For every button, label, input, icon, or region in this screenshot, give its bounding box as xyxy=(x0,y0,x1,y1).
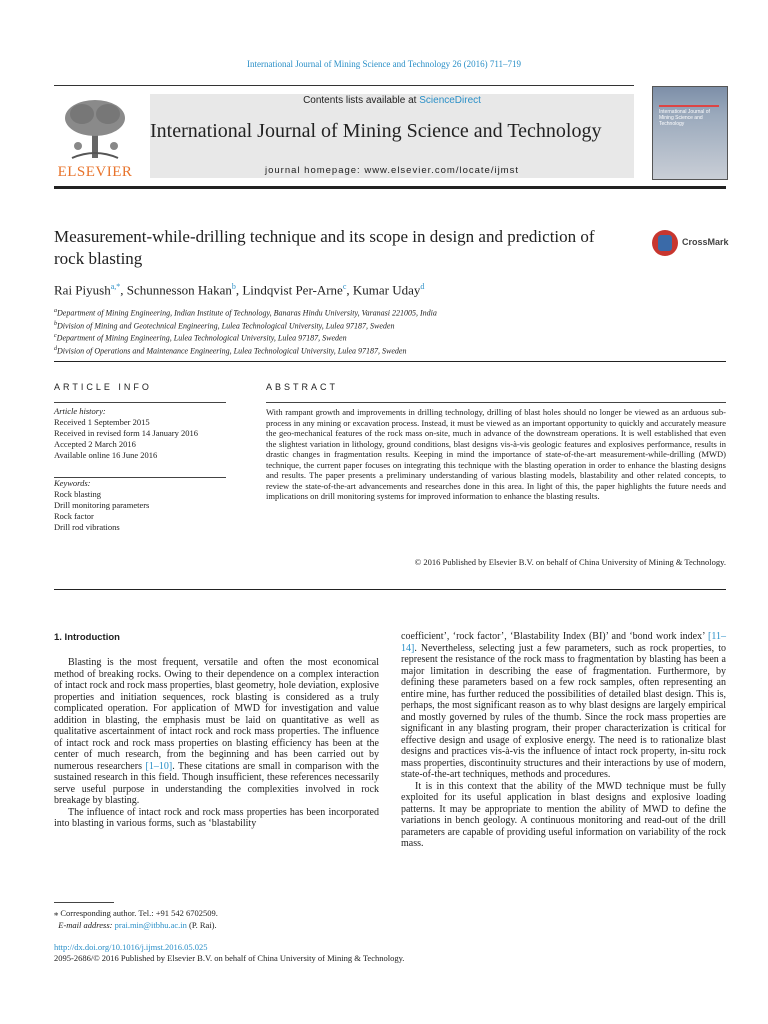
abstract-heading: ABSTRACT xyxy=(266,382,339,392)
history-item: Accepted 2 March 2016 xyxy=(54,439,136,449)
body-paragraph xyxy=(401,631,726,781)
email-link[interactable]: prai.min@itbhu.ac.in xyxy=(114,920,187,930)
crossmark-icon xyxy=(652,230,678,256)
author-name: Schunnesson Hakan xyxy=(126,282,232,298)
section-heading: 1. Introduction xyxy=(54,632,120,643)
doi-link[interactable]: http://dx.doi.org/10.1016/j.ijmst.2016.05.025 xyxy=(54,942,208,952)
abstract-copyright: © 2016 Published by Elsevier B.V. on behalf of China University of Mining & Technology. xyxy=(414,557,726,567)
contents-line xyxy=(150,95,634,106)
affiliation-item xyxy=(54,344,437,357)
keywords-label: Keywords: xyxy=(54,478,91,488)
crossmark-bookmark xyxy=(658,235,672,251)
author-name: Lindqvist Per-Arne xyxy=(242,282,343,298)
corresponding-author: ⁎ Corresponding author. Tel.: +91 542 6702509. xyxy=(54,908,218,918)
email-label: E-mail address: xyxy=(58,920,115,930)
keyword-item: Drill monitoring parameters xyxy=(54,500,150,510)
affiliation-marker: b xyxy=(54,320,57,327)
journal-reference[interactable]: International Journal of Mining Science and Technology 26 (2016) 711–719 xyxy=(246,59,522,69)
paragraph-text: Blasting is the most frequent, versatile and often the most economical method of breaking rocks. Owing to their dependence on a complex interaction of intact rock and rock mass properties, blast geometry, hole deviation, explosive properties and initiation sequences, rock blasting is considered as a truly complicated operation. For application of MWD for investigation and value addition in blasting, the emphasis must be laid on quantitative as well as qualitative ascertainment of intact rock and rock mass properties. The influence of intact rock and rock mass properties on blasting efficiency has been at the center of much research, from the beginning and has been carried out by numerous researchers xyxy=(54,657,379,772)
history-item: Received 1 September 2015 xyxy=(54,417,150,427)
body-column-left xyxy=(54,657,379,830)
affiliation-item xyxy=(54,331,437,344)
affiliation-text: Division of Mining and Geotechnical Engineering, Lulea Technological University, Lulea 97187, Sweden xyxy=(57,321,395,331)
affiliation-text: Department of Mining Engineering, Indian Institute of Technology, Banaras Hindu University, Varanasi 221005, India xyxy=(57,308,437,318)
journal-cover-thumbnail xyxy=(652,86,728,180)
paragraph-text: coefficient’, ‘rock factor’, ‘Blastability Index (BI)’ and ‘bond work index’ xyxy=(401,631,709,642)
affiliation-marker: c xyxy=(54,333,57,340)
body-column-right xyxy=(401,631,726,850)
history-item: Available online 16 June 2016 xyxy=(54,450,158,460)
paragraph-text: . These citations are small in comparison with the sustained research in this field. Though insufficient, these references necessarily serve useful purpose in understanding the complexities involved in rock breakage by blasting. xyxy=(54,760,379,806)
contents-prefix: Contents lists available at xyxy=(303,95,420,106)
elsevier-logo xyxy=(54,94,136,184)
elsevier-tree-icon xyxy=(62,96,128,162)
keywords xyxy=(54,478,149,533)
history-item: Received in revised form 14 January 2016 xyxy=(54,428,198,438)
body-paragraph xyxy=(54,657,379,807)
elsevier-wordmark: ELSEVIER xyxy=(57,164,133,180)
crossmark-label: CrossMark xyxy=(682,237,729,247)
author-list xyxy=(54,282,424,298)
abstract-text: With rampant growth and improvements in drilling technology, drilling of blast holes should no longer be viewed as an arduous sub-process in any mining or excavation process. Instead, it must be viewed as an important opportunity to quickly and accurately measure the geo-mechanical features of the rock mass on-site, much in advance of the downstream operations. It is well established that even the slightest variation in lithology, ground conditions, blast designs vis-à-vis geologic features and explosives performance, results in drastic changes in fragmentation results. Keeping in mind the importance of state-of-the-art measurement-while-drilling (MWD) technique, the current paper focuses on integrating this technique with the blasting operation in order to enhance the blasting designs and results. The paper presents a preliminary understanding of various blasting models, blastability and other related concepts, to review the state-of-the-art advancements and researches done in this area. In light of this, the paper highlights the future needs and implications on drill monitoring systems for improved information to enhance the blasting results. xyxy=(266,407,726,501)
email-line xyxy=(54,919,218,931)
author-name: Kumar Uday xyxy=(352,282,421,298)
affiliation-marker: a xyxy=(54,308,57,314)
email-suffix: (P. Rai). xyxy=(186,920,217,930)
citation-link[interactable]: [11–14] xyxy=(401,631,726,654)
author-separator: , xyxy=(235,282,243,298)
issn-line: 2095-2686/© 2016 Published by Elsevier B.V. on behalf of China University of Mining & Technology. xyxy=(54,953,405,963)
author-name: Rai Piyush xyxy=(54,282,111,298)
affiliation-item xyxy=(54,319,437,332)
affiliation-text: Department of Mining Engineering, Lulea Technological University, Lulea 97187, Sweden xyxy=(56,333,347,343)
affiliation-text: Division of Operations and Maintenance Engineering, Lulea Technological University, Lulea 97187, Sweden xyxy=(57,346,407,356)
article-info-heading: ARTICLE INFO xyxy=(54,382,152,392)
body-top-rule xyxy=(54,589,726,590)
cover-title: International Journal of Mining Science and Technology xyxy=(659,109,710,127)
header-thick-rule xyxy=(54,186,726,189)
affiliation-marker: d xyxy=(54,345,57,352)
crossmark-badge[interactable] xyxy=(652,230,732,260)
footnote-rule xyxy=(54,902,114,903)
top-rule xyxy=(54,85,634,86)
abstract-rule xyxy=(266,402,726,403)
affiliation-item xyxy=(54,306,437,319)
author-separator: , xyxy=(120,282,127,298)
affiliation-list xyxy=(54,306,437,357)
article-history xyxy=(54,406,198,461)
citation-link[interactable]: [1–10] xyxy=(145,760,173,772)
author-superscript[interactable]: c xyxy=(342,282,347,291)
cover-stripe xyxy=(659,105,719,107)
sciencedirect-link[interactable]: ScienceDirect xyxy=(419,95,481,106)
history-label: Article history: xyxy=(54,406,106,416)
article-title: Measurement-while-drilling technique and its scope in design and prediction of rock blasting xyxy=(54,227,595,268)
keyword-item: Rock factor xyxy=(54,511,94,521)
title-bottom-rule xyxy=(54,361,726,362)
article-info-rule xyxy=(54,402,226,403)
author-superscript[interactable]: a,* xyxy=(110,282,121,291)
body-paragraph: The influence of intact rock and rock mass properties has been incorporated into blasting in various forms, such as ‘blastability xyxy=(54,806,379,829)
author-superscript[interactable]: d xyxy=(420,282,425,291)
author-superscript[interactable]: b xyxy=(231,282,236,291)
journal-homepage[interactable]: journal homepage: www.elsevier.com/locate/ijmst xyxy=(265,165,519,176)
footnote xyxy=(54,907,218,931)
author-separator: , xyxy=(346,282,353,298)
paragraph-text: . Nevertheless, selecting just a few parameters, such as rock properties, to represent the resistance of the rock mass to fragmentation by blasting has been a major limitation in describing the ease of fragmentation. Furthermore, by defining these parameters based on a few rock samples, often representing an entire mine, has further reduced the possibilities of detailed blast design. This is, perhaps, the most significant reason as to why blast designs are largely empirical and mostly governed by rules of the thumb. Since the rock mass properties are significant in any blasting program, their proper characterization is critical for effective design and usage of explosive energy. The need is to rationalize blast designs and practices vis-à-vis the influence of intact rock property, in-situ rock mass properties, discontinuity structures and their interactions by use of modern, state-of-the-art techniques, methods and procedures. xyxy=(401,642,726,780)
keyword-item: Rock blasting xyxy=(54,489,101,499)
journal-name: International Journal of Mining Science and Technology xyxy=(150,120,602,142)
keyword-item: Drill rod vibrations xyxy=(54,522,120,532)
body-paragraph: It is in this context that the ability of the MWD technique must be fully exploited for its useful application in blast designs and explosive loading patterns. It may be appropriate to mention the ability of MWD to define the variations in bench geology. A continuous monitoring and read-out of the drill parameters are capable of providing useful information on variability of the rock mass. xyxy=(401,780,726,849)
